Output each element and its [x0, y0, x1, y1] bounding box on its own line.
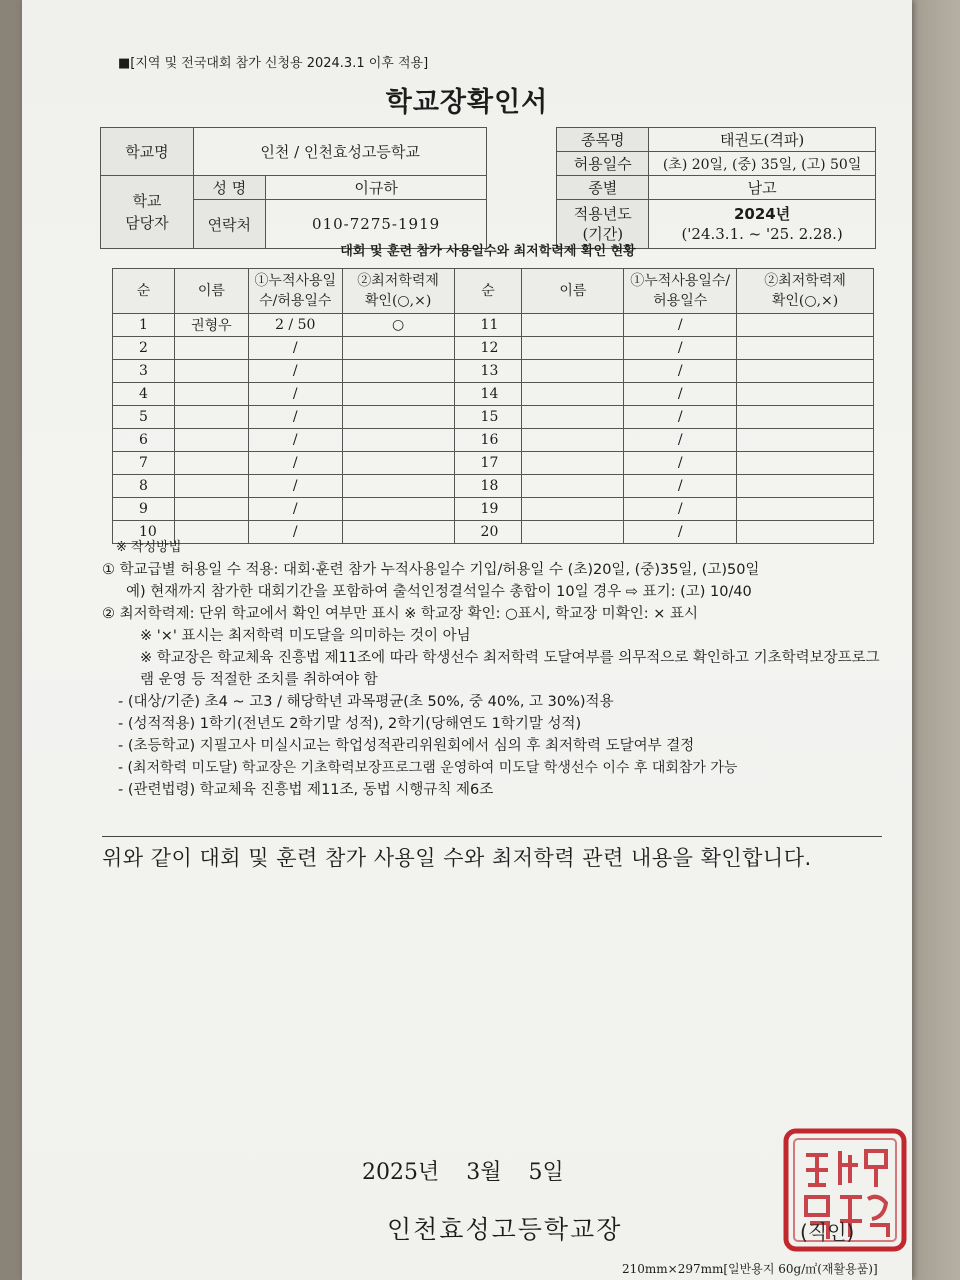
record-name-2-cell: [522, 498, 624, 521]
paper-spec-footer: 210mm×297mm[일반용지 60g/㎡(재활용품)]: [622, 1262, 878, 1276]
detail-4: - (최저학력 미도달) 학교장은 기초학력보장프로그램 운영하여 미도달 학생선수 이수 후 대회참가 가능: [118, 760, 738, 776]
header-note: ■[지역 및 전국대회 참가 신청용 2024.3.1 이후 적용]: [118, 56, 429, 71]
document-page: [22, 0, 912, 1280]
records-table: [112, 268, 874, 544]
table-row: [113, 337, 874, 360]
record-name-cell: [174, 360, 248, 383]
record-name-cell: [174, 429, 248, 452]
table-row: [113, 475, 874, 498]
record-name-2-cell: [522, 452, 624, 475]
record-days-cell: /: [248, 337, 342, 360]
record-name-cell: [174, 452, 248, 475]
name-label: 성 명: [193, 176, 265, 200]
record-days-2-cell: /: [624, 452, 737, 475]
record-check-cell: [342, 475, 454, 498]
record-no-cell: 7: [113, 452, 175, 475]
detail-3: - (초등학교) 지필고사 미실시교는 학업성적관리위원회에서 심의 후 최저학력 도달여부 결정: [118, 738, 695, 754]
record-check-2-cell: [737, 429, 874, 452]
records-header-row: [113, 269, 874, 314]
record-days-cell: /: [248, 498, 342, 521]
record-name-cell: [174, 475, 248, 498]
table-title: 대회 및 훈련 참가 사용일수와 최저학력제 확인 현황: [340, 244, 636, 259]
record-days-2-cell: /: [624, 475, 737, 498]
table-row: [113, 498, 874, 521]
record-days-cell: /: [248, 429, 342, 452]
record-no-cell: 4: [113, 383, 175, 406]
school-value: 인천 / 인천효성고등학교: [193, 128, 487, 176]
record-check-cell: [342, 383, 454, 406]
period-value: ('24.3.1. ~ '25. 2.28.): [681, 225, 843, 243]
record-no-2-cell: 12: [454, 337, 522, 360]
table-row: [113, 314, 874, 337]
record-name-2-cell: [522, 337, 624, 360]
record-no-cell: 9: [113, 498, 175, 521]
record-check-cell: [342, 360, 454, 383]
header-days-2: ①누적사용일수/ 허용일수: [624, 269, 737, 314]
note-1: ① 학교급별 허용일 수 적용: 대회·훈련 참가 누적사용일수 기입/허용일 수 (초)20일, (중)35일, (고)50일: [102, 562, 760, 578]
record-days-2-cell: /: [624, 314, 737, 337]
divider: [102, 836, 882, 837]
contact-label: 연락처: [193, 200, 265, 249]
record-no-2-cell: 13: [454, 360, 522, 383]
event-label: 종목명: [557, 128, 649, 152]
record-days-cell: /: [248, 521, 342, 544]
record-name-cell: [174, 498, 248, 521]
record-name-2-cell: [522, 429, 624, 452]
table-row: [113, 383, 874, 406]
record-check-2-cell: [737, 452, 874, 475]
event-value: 태권도(격파): [649, 128, 876, 152]
allowed-days-label: 허용일수: [557, 152, 649, 176]
record-no-cell: 3: [113, 360, 175, 383]
record-name-cell: [174, 383, 248, 406]
record-name-cell: [174, 406, 248, 429]
year-value: 2024년: [733, 205, 791, 223]
record-name-2-cell: [522, 383, 624, 406]
note-2b: ※ 학교장은 학교체육 진흥법 제11조에 따라 학생선수 최저학력 도달여부를 의무적으로 확인하고 기초학력보장프로그램 운영 등 적절한 조치를 취하여야 함: [140, 650, 880, 688]
record-no-cell: 10: [113, 521, 175, 544]
gender-label: 종별: [557, 176, 649, 200]
manager-label: 학교 담당자: [101, 176, 194, 249]
header-days: ①누적사용일 수/허용일수: [248, 269, 342, 314]
seal-label: (직인): [800, 1220, 855, 1244]
record-check-cell: [342, 498, 454, 521]
record-check-cell: ○: [342, 314, 454, 337]
gender-value: 남고: [649, 176, 876, 200]
principal-name: 인천효성고등학교장: [387, 1215, 623, 1244]
record-name-2-cell: [522, 475, 624, 498]
record-no-2-cell: 20: [454, 521, 522, 544]
header-check: ②최저학력제 확인(○,×): [342, 269, 454, 314]
notes-heading: ※ 작성방법: [116, 540, 182, 555]
record-no-2-cell: 18: [454, 475, 522, 498]
record-days-cell: /: [248, 406, 342, 429]
record-days-cell: /: [248, 383, 342, 406]
header-name: 이름: [174, 269, 248, 314]
record-check-2-cell: [737, 360, 874, 383]
record-check-2-cell: [737, 337, 874, 360]
header-name-2: 이름: [522, 269, 624, 314]
record-check-cell: [342, 406, 454, 429]
record-check-2-cell: [737, 383, 874, 406]
record-name-2-cell: [522, 360, 624, 383]
record-check-cell: [342, 452, 454, 475]
record-days-cell: 2 / 50: [248, 314, 342, 337]
record-days-cell: /: [248, 452, 342, 475]
record-no-2-cell: 16: [454, 429, 522, 452]
detail-5: - (관련법령) 학교체육 진흥법 제11조, 동법 시행규칙 제6조: [118, 782, 494, 798]
record-days-2-cell: /: [624, 521, 737, 544]
table-row: [113, 360, 874, 383]
table-row: [113, 452, 874, 475]
record-no-cell: 1: [113, 314, 175, 337]
record-days-2-cell: /: [624, 498, 737, 521]
record-days-cell: /: [248, 475, 342, 498]
record-no-cell: 6: [113, 429, 175, 452]
record-days-2-cell: /: [624, 383, 737, 406]
name-value: 이규하: [265, 176, 487, 200]
info-table: [100, 127, 876, 249]
record-check-cell: [342, 337, 454, 360]
record-days-2-cell: /: [624, 360, 737, 383]
record-no-2-cell: 14: [454, 383, 522, 406]
record-days-2-cell: /: [624, 406, 737, 429]
record-no-2-cell: 19: [454, 498, 522, 521]
table-row: [113, 429, 874, 452]
record-name-cell: [174, 337, 248, 360]
record-no-cell: 2: [113, 337, 175, 360]
record-name-2-cell: [522, 406, 624, 429]
year-label: 적용년도 (기간): [557, 200, 649, 249]
header-check-2: ②최저학력제 확인(○,×): [737, 269, 874, 314]
record-check-2-cell: [737, 314, 874, 337]
record-check-2-cell: [737, 498, 874, 521]
note-2a: ※ '×' 표시는 최저학력 미도달을 의미하는 것이 아님: [140, 628, 471, 644]
detail-2: - (성적적용) 1학기(전년도 2학기말 성적), 2학기(당해연도 1학기말 성적): [118, 716, 582, 732]
record-check-cell: [342, 429, 454, 452]
confirmation-text: 위와 같이 대회 및 훈련 참가 사용일 수와 최저학력 관련 내용을 확인합니다.: [102, 846, 812, 870]
record-no-2-cell: 15: [454, 406, 522, 429]
record-days-cell: /: [248, 360, 342, 383]
record-name-cell: 권형우: [174, 314, 248, 337]
record-days-2-cell: /: [624, 337, 737, 360]
header-no-2: 순: [454, 269, 522, 314]
record-no-2-cell: 11: [454, 314, 522, 337]
allowed-days-value: (초) 20일, (중) 35일, (고) 50일: [649, 152, 876, 176]
issue-date: 2025년 3월 5일: [362, 1160, 564, 1185]
record-name-2-cell: [522, 314, 624, 337]
note-1-example: 예) 현재까지 참가한 대회기간을 포함하여 출석인정결석일수 총합이 10일 경우 ⇨ 표기: (고) 10/40: [126, 584, 752, 600]
note-2: ② 최저학력제: 단위 학교에서 확인 여부만 표시 ※ 학교장 확인: ○표시, 학교장 미확인: × 표시: [102, 606, 698, 622]
notes-section: [102, 537, 892, 801]
school-label: 학교명: [101, 128, 194, 176]
page-title: 학교장확인서: [385, 87, 549, 118]
record-no-2-cell: 17: [454, 452, 522, 475]
record-no-cell: 8: [113, 475, 175, 498]
contact-value: 010-7275-1919: [265, 200, 487, 249]
record-no-cell: 5: [113, 406, 175, 429]
detail-1: - (대상/기준) 초4 ~ 고3 / 해당학년 과목평균(초 50%, 중 40%, 고 30%)적용: [118, 694, 614, 710]
table-row: [113, 406, 874, 429]
record-check-2-cell: [737, 406, 874, 429]
header-no: 순: [113, 269, 175, 314]
record-check-2-cell: [737, 475, 874, 498]
record-days-2-cell: /: [624, 429, 737, 452]
